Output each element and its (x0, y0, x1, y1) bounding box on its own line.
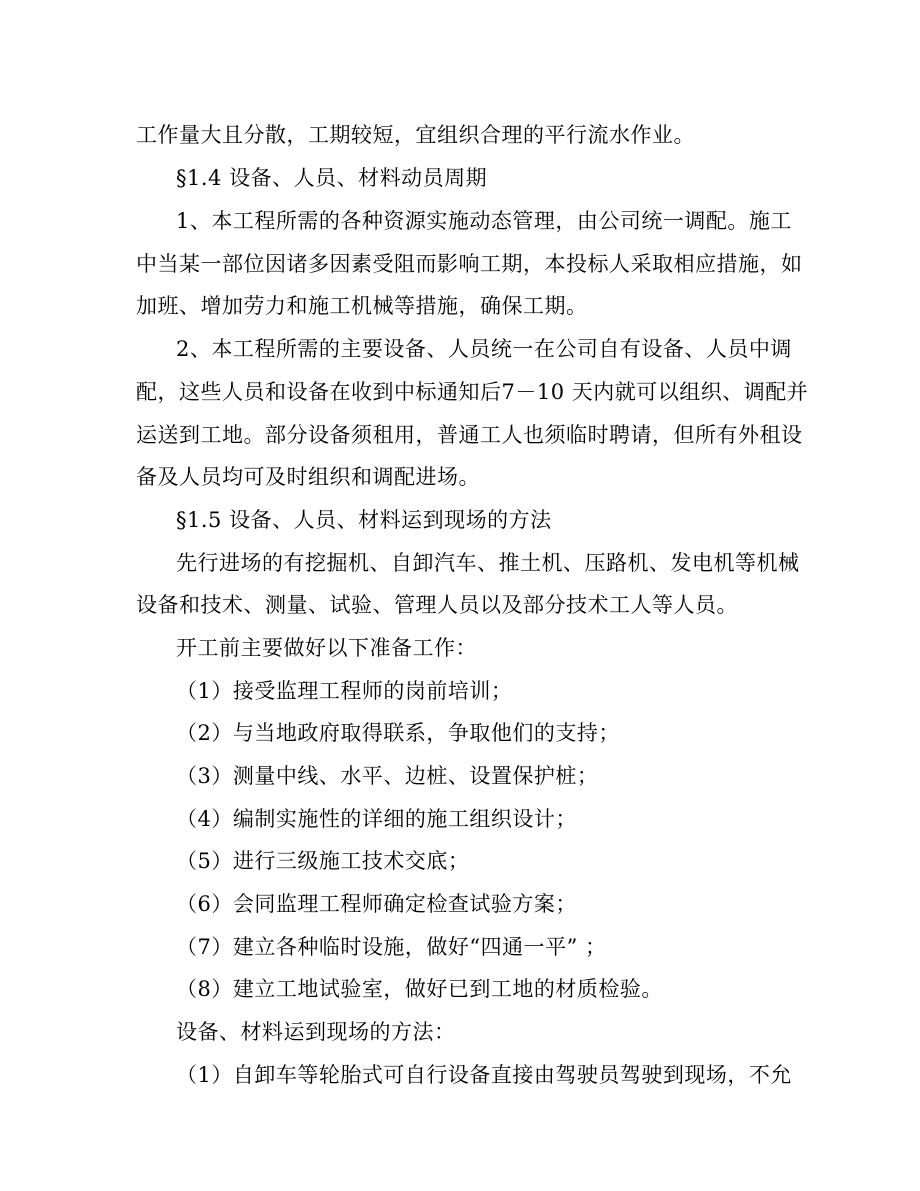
list-item: （7）建立各种临时设施，做好“四通一平” ； (176, 935, 607, 959)
text-line: 运送到工地。部分设备须租用，普通工人也须临时聘请，但所有外租设 (136, 423, 803, 447)
text-line: 设备和技术、测量、试验、管理人员以及部分技术工人等人员。 (136, 593, 738, 617)
text-line: 配，这些人员和设备在收到中标通知后7－10 天内就可以组织、调配并 (136, 380, 809, 404)
text-line: 中当某一部位因诸多因素受阻而影响工期，本投标人采取相应措施，如 (136, 252, 803, 276)
list-item: （5）进行三级施工技术交底； (176, 849, 470, 873)
text-line: 2、本工程所需的主要设备、人员统一在公司自有设备、人员中调 (176, 337, 792, 361)
list-item: （1）接受监理工程师的岗前培训； (176, 679, 513, 703)
text-line: 先行进场的有挖掘机、自卸汽车、推土机、压路机、发电机等机械 (176, 551, 800, 575)
section-heading-1-5: §1.5 设备、人员、材料运到现场的方法 (176, 508, 552, 532)
list-item: （4）编制实施性的详细的施工组织设计； (176, 807, 577, 831)
text-line: 备及人员均可及时组织和调配进场。 (136, 465, 480, 489)
list-item: （3）测量中线、水平、边桩、设置保护桩； (176, 764, 599, 788)
list-item: （6）会同监理工程师确定检查试验方案； (176, 892, 577, 916)
text-line: 设备、材料运到现场的方法： (176, 1020, 456, 1044)
text-line: 加班、增加劳力和施工机械等措施，确保工期。 (136, 294, 588, 318)
list-item: （1）自卸车等轮胎式可自行设备直接由驾驶员驾驶到现场，不允 (176, 1063, 792, 1087)
text-line: 开工前主要做好以下准备工作： (176, 636, 477, 660)
text-line: 1、本工程所需的各种资源实施动态管理，由公司统一调配。施工 (176, 209, 792, 233)
list-item: （8）建立工地试验室，做好已到工地的材质检验。 (176, 977, 663, 1001)
section-heading-1-4: §1.4 设备、人员、材料动员周期 (176, 166, 488, 190)
text-line: 工作量大且分散，工期较短，宜组织合理的平行流水作业。 (136, 123, 695, 147)
list-item: （2）与当地政府取得联系，争取他们的支持； (176, 721, 620, 745)
